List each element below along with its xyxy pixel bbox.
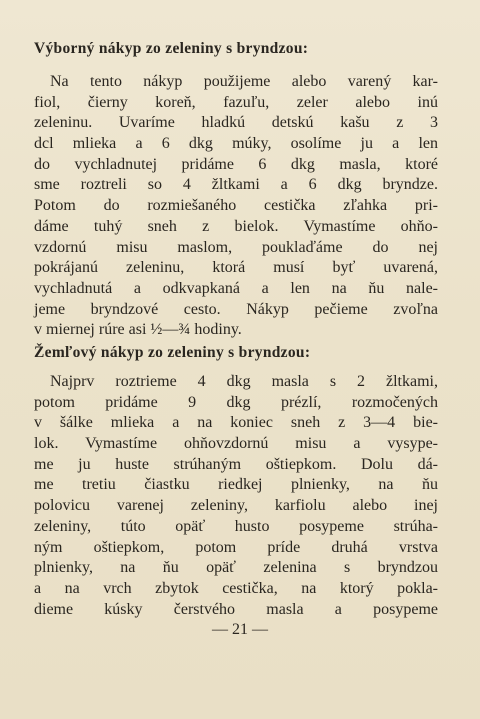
text-line: me tretiu čiastku riedkej plnienky, na ňu [34, 476, 438, 494]
text-line: vzdornú misu maslom, pouklaďáme do nej [34, 238, 438, 256]
text-line: v miernej rúre asi ½—¾ hodiny. [34, 321, 242, 339]
recipe-body-2 [34, 372, 438, 620]
text-line: polovicu varenej zeleniny, karfiolu alebo inej [34, 497, 438, 515]
text-line: Potom do rozmiešaného cestička zľahka pri- [34, 197, 438, 215]
text-line: vychladnutá a odkvapkaná a len na ňu nale- [34, 279, 438, 297]
text-line: sme roztreli so 4 žltkami a 6 dkg bryndze. [34, 176, 438, 194]
recipe-title-1: Výborný nákyp zo zeleniny s bryndzou: [34, 40, 309, 57]
text-line: zeleninu. Uvaríme hladkú detskú kašu z 3 [34, 114, 438, 132]
text-line: potom pridáme 9 dkg prézlí, rozmočených [34, 393, 438, 411]
text-line: dcl mlieka a 6 dkg múky, osolíme ju a len [34, 135, 438, 153]
recipe-body-1 [34, 72, 438, 341]
text-line: plnienky, na ňu opäť zelenina s bryndzou [34, 559, 438, 577]
text-line: pokrájanú zeleninu, ktorá musí byť uvarená, [34, 259, 438, 277]
text-line: Na tento nákyp použijeme alebo varený kar- [50, 73, 438, 90]
text-line: dáme tuhý sneh z bielok. Vymastíme ohňo- [34, 217, 438, 235]
text-line: lok. Vymastíme ohňovzdornú misu a vysype- [34, 435, 438, 453]
text-line: zeleniny, túto opäť husto posypeme strúha- [34, 517, 438, 535]
text-line: Najprv roztrieme 4 dkg masla s 2 žltkami, [50, 373, 438, 390]
text-line: me ju huste strúhaným oštiepkom. Dolu dá- [34, 455, 438, 473]
text-line: dieme kúsky čerstvého masla a posypeme [34, 600, 438, 618]
text-line: do vychladnutej pridáme 6 dkg masla, ktoré [34, 155, 438, 173]
text-line: v šálke mlieka a na koniec sneh z 3—4 bie- [34, 414, 438, 432]
text-line: ným oštiepkom, potom príde druhá vrstva [34, 538, 438, 556]
text-line: a na vrch zbytok cestička, na ktorý pokla- [34, 579, 438, 597]
text-line: fiol, čierny koreň, fazuľu, zeler alebo inú [34, 93, 438, 111]
text-line: jeme bryndzové cesto. Nákyp pečieme zvoľna [34, 300, 438, 318]
recipe-title-2: Žemľový nákyp zo zeleniny s bryndzou: [34, 344, 311, 361]
page-number: — 21 — [212, 621, 268, 638]
